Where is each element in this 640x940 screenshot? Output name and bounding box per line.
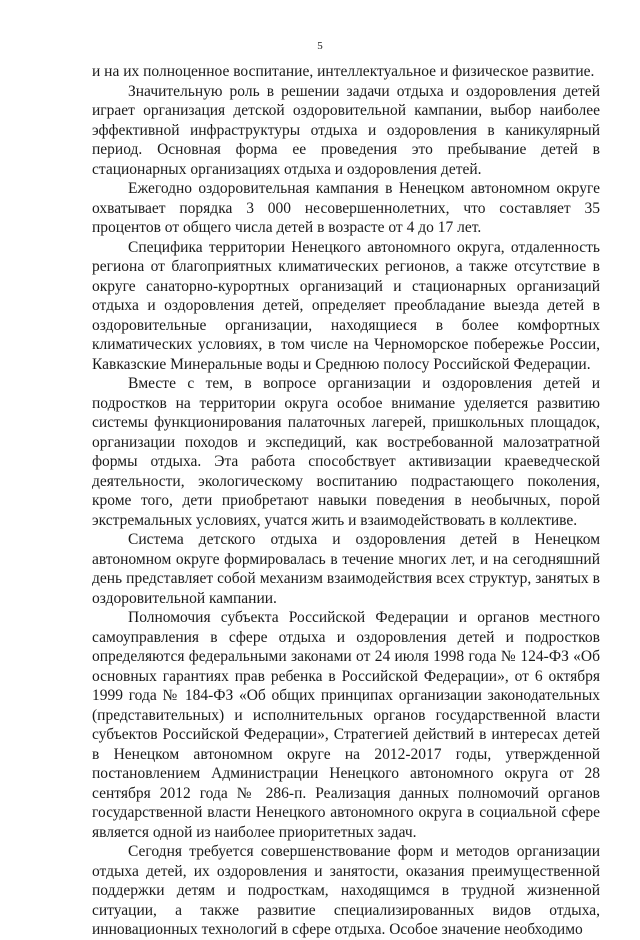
paragraph-continuation: и на их полноценное воспитание, интеллектуальное и физическое развитие. bbox=[92, 63, 595, 80]
paragraph: Сегодня требуется совершенствование форм и методов организации отдыха детей, их оздоровления и занятости, оказания преимущественной поддержки детям и подросткам, находящимся в трудной жизненной ситуации, а также развитие специализированных видов отдыха, инновационных технологий в сфере отдыха. Особое значение необходимо bbox=[92, 843, 600, 938]
paragraph: Значительную роль в решении задачи отдыха и оздоровления детей играет организация детской оздоровительной кампании, выбор наиболее эффективной инфраструктуры отдыха и оздоровления в каникулярный период. Основная форма ее проведения это пребывание детей в стационарных организациях отдыха и оздоровления детей. bbox=[92, 82, 600, 178]
paragraph: Вместе с тем, в вопросе организации и оздоровления детей и подростков на территории округа особое внимание уделяется развитию системы функционирования палаточных лагерей, пришкольных площадок, организации походов и экспедиций, как востребованной малозатратной формы отдыха. Эта работа способствует активизации краеведческой деятельности, экологическому воспитанию подрастающего поколения, кроме того, дети приобретают навыки поведения в необычных, порой экстремальных условиях, учатся жить и взаимодействовать в коллективе. bbox=[92, 375, 600, 529]
paragraph: Система детского отдыха и оздоровления детей в Ненецком автономном округе формировалась в течение многих лет, и на сегодняшний день представляет собой механизм взаимодействия всех структур, занятых в оздоровительной кампании. bbox=[92, 531, 600, 607]
document-body bbox=[92, 62, 600, 940]
paragraph: Специфика территории Ненецкого автономного округа, отдаленность региона от благоприятных климатических регионов, а также отсутствие в округе санаторно-курортных организаций и стационарных организаций отдыха и оздоровления детей, определяет преобладание выезда детей в оздоровительные организации, находящиеся в более комфортных климатических условиях, в том числе на Черноморское побережье России, Кавказские Минеральные воды и Среднюю полосу Российской Федерации. bbox=[92, 238, 600, 373]
page-number: 5 bbox=[317, 40, 323, 52]
paragraph: Ежегодно оздоровительная кампания в Ненецком автономном округе охватывает порядка 3 000 несовершеннолетних, что составляет 35 процентов от общего числа детей в возрасте от 4 до 17 лет. bbox=[92, 180, 600, 236]
paragraph: Полномочия субъекта Российской Федерации и органов местного самоуправления в сфере отдыха и оздоровления детей и подростков определяются федеральными законами от 24 июля 1998 года № 124-ФЗ «Об основных гарантиях прав ребенка в Российской Федерации», от 6 октября 1999 года № 184-ФЗ «Об общих принципах организации законодательных (представительных) и исполнительных органов государственной власти субъектов Российской Федерации», Стратегией действий в интересах детей в Ненецком автономном округе на 2012-2017 годы, утвержденной постановлением Администрации Ненецкого автономного округа от 28 сентября 2012 года № 286-п. Реализация данных полномочий органов государственной власти Ненецкого автономного округа в социальной сфере является одной из наиболее приоритетных задач. bbox=[92, 609, 600, 841]
